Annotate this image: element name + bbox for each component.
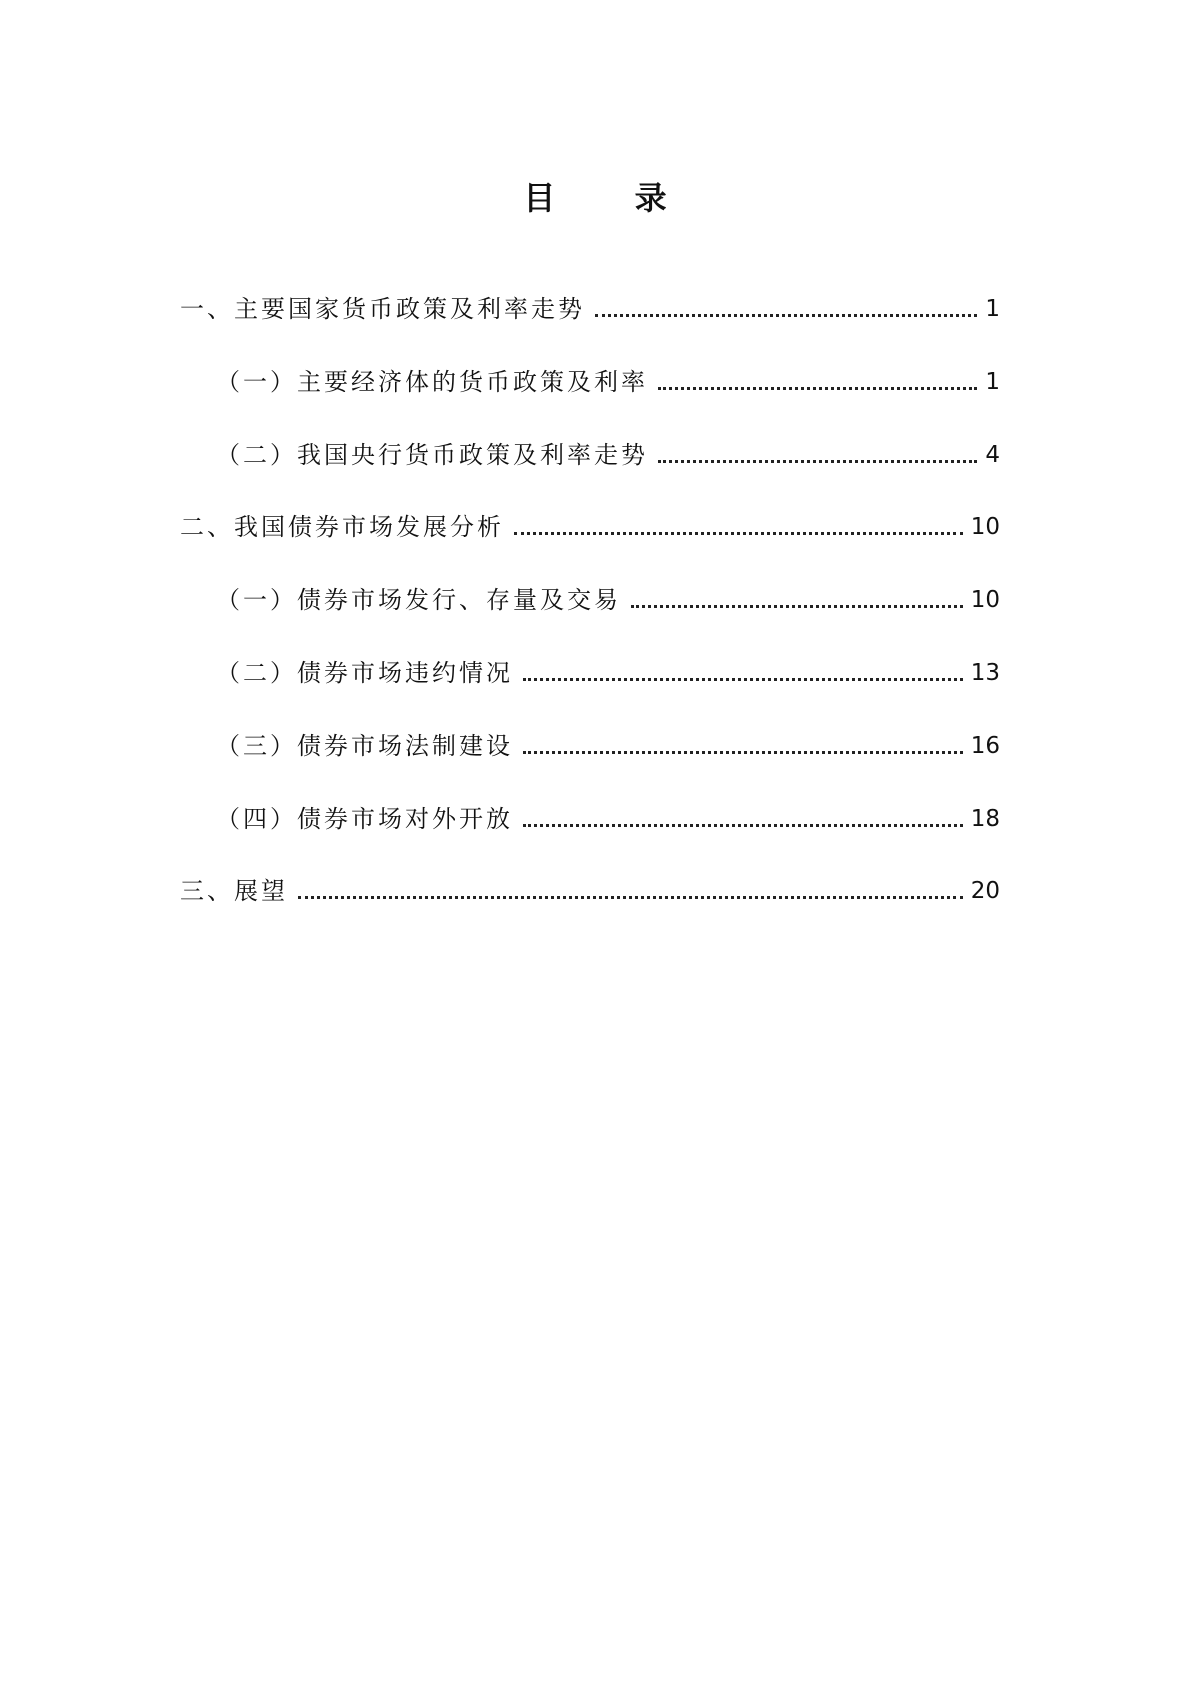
toc-dot-leader xyxy=(523,824,963,827)
toc-entry[interactable] xyxy=(216,577,1000,617)
toc-entry-page: 16 xyxy=(970,733,1000,759)
toc-dot-leader xyxy=(658,387,977,390)
toc-entry-page: 10 xyxy=(970,587,1000,613)
toc-dot-leader xyxy=(631,605,963,608)
toc-dot-leader xyxy=(523,751,963,754)
toc-entry-label: （一）债券市场发行、存量及交易 xyxy=(216,586,621,614)
toc-entry-page: 4 xyxy=(985,442,1000,468)
toc-entry-label: 三、展望 xyxy=(180,877,288,905)
toc-dot-leader xyxy=(658,460,977,463)
toc-entry[interactable] xyxy=(216,796,1000,836)
toc-entry-label: （四）债券市场对外开放 xyxy=(216,805,513,833)
toc-entry-label: 一、主要国家货币政策及利率走势 xyxy=(180,295,585,323)
toc-entry-page: 1 xyxy=(985,369,1000,395)
toc-entry-page: 13 xyxy=(970,660,1000,686)
toc-dot-leader xyxy=(298,896,963,899)
toc-entry[interactable] xyxy=(216,432,1000,472)
toc-entry-page: 1 xyxy=(985,296,1000,322)
toc-dot-leader xyxy=(523,678,963,681)
toc-entry[interactable] xyxy=(216,650,1000,690)
toc-dot-leader xyxy=(595,314,977,317)
toc-entry[interactable] xyxy=(180,286,1000,326)
toc-entry[interactable] xyxy=(216,359,1000,399)
toc-entry-page: 18 xyxy=(970,806,1000,832)
toc-entry-label: （三）债券市场法制建设 xyxy=(216,732,513,760)
toc-entry-label: （二）我国央行货币政策及利率走势 xyxy=(216,441,648,469)
toc-entry-label: 二、我国债券市场发展分析 xyxy=(180,513,504,541)
toc-entry-label: （一）主要经济体的货币政策及利率 xyxy=(216,368,648,396)
toc-entry-page: 20 xyxy=(970,878,1000,904)
toc-entry-page: 10 xyxy=(970,514,1000,540)
toc-entry[interactable] xyxy=(180,504,1000,544)
toc-entry[interactable] xyxy=(216,723,1000,763)
toc-dot-leader xyxy=(514,532,963,535)
toc-title: 目 录 xyxy=(523,179,701,217)
toc-entry-label: （二）债券市场违约情况 xyxy=(216,659,513,687)
toc-entry[interactable] xyxy=(180,868,1000,908)
